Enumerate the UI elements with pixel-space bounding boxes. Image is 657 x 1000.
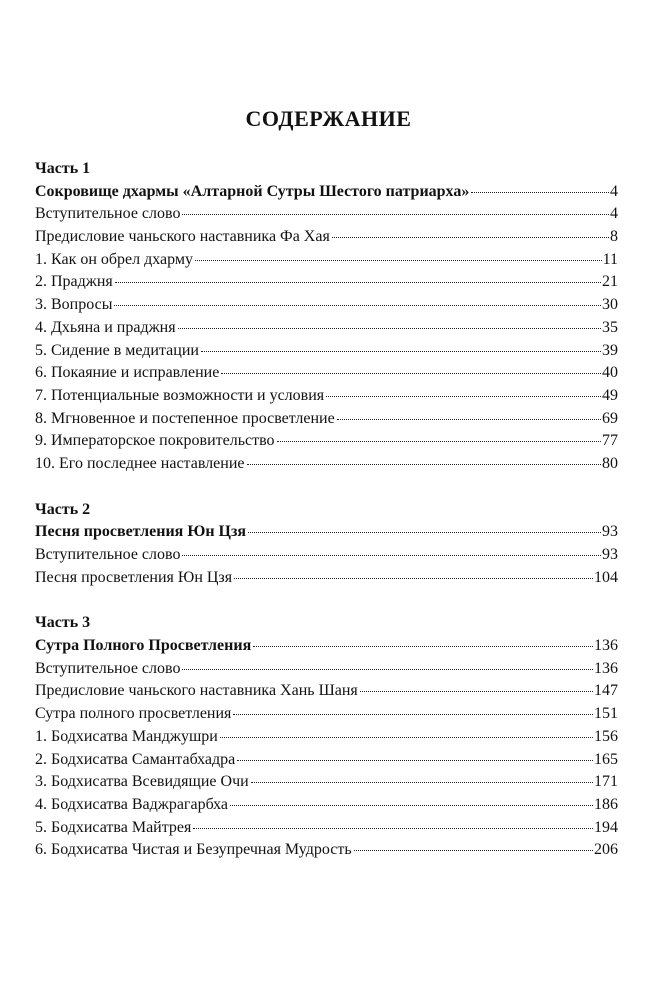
toc-page-number: 136: [594, 637, 618, 655]
toc-page-number: 136: [594, 659, 618, 677]
toc-entry-label: Песня просветления Юн Цзя: [35, 568, 233, 586]
dot-leader: [182, 555, 601, 556]
dot-leader: [178, 328, 601, 329]
dot-leader: [471, 192, 609, 193]
toc-page-number: 4: [610, 205, 618, 223]
toc-entry: [35, 658, 618, 681]
toc-entry-label: 7. Потенциальные возможности и условия: [35, 386, 325, 404]
part-heading: Часть 1: [35, 160, 91, 177]
toc-entry-label: 6. Покаяние и исправление: [35, 364, 220, 382]
toc-entry: [35, 340, 618, 363]
toc-page-number: 4: [610, 182, 618, 200]
toc-entry: [35, 385, 618, 408]
toc-page-number: 49: [602, 386, 618, 404]
toc-entry: [35, 703, 618, 726]
dot-leader: [354, 850, 593, 851]
toc-entry-label: 3. Бодхисатва Всевидящие Очи: [35, 773, 249, 791]
dot-leader: [234, 578, 593, 579]
toc-page-number: 93: [602, 523, 618, 541]
toc-entry: [35, 249, 618, 272]
dot-leader: [115, 282, 601, 283]
toc-entry: [35, 839, 618, 862]
toc-page-number: 40: [602, 364, 618, 382]
toc-page-number: 194: [594, 818, 618, 836]
toc-entry: [35, 226, 618, 249]
toc-entry: [35, 817, 618, 840]
toc-entry-label: 4. Бодхисатва Ваджрагарбха: [35, 795, 229, 813]
toc-part: [35, 158, 618, 476]
toc-entry: [35, 294, 618, 317]
toc-entry-label: 6. Бодхисатва Чистая и Безупречная Мудрость: [35, 841, 352, 859]
dot-leader: [114, 305, 601, 306]
toc-page-number: 77: [602, 432, 618, 450]
dot-leader: [332, 237, 609, 238]
dot-leader: [247, 464, 602, 465]
dot-leader: [360, 691, 593, 692]
toc-entry-label: Сутра Полного Просветления: [35, 637, 252, 655]
toc-entry-label: 2. Праджня: [35, 273, 113, 291]
toc-page-number: 21: [602, 273, 618, 291]
dot-leader: [182, 214, 609, 215]
toc-page-number: 171: [594, 773, 618, 791]
toc-entry-label: Сутра полного просветления: [35, 705, 232, 723]
dot-leader: [253, 646, 593, 647]
toc-entry-label: 9. Императорское покровительство: [35, 432, 275, 450]
toc-entry-label: 1. Как он обрел дхарму: [35, 250, 194, 268]
part-heading: Часть 2: [35, 500, 91, 518]
toc-entry-label: 8. Мгновенное и постепенное просветление: [35, 409, 335, 427]
toc-entry-label: 4. Дхьяна и праджня: [35, 318, 176, 336]
toc-entry-label: Сокровище дхармы «Алтарной Сутры Шестого патриарха»: [35, 182, 470, 200]
toc-entry: [35, 317, 618, 340]
toc-entry: [35, 430, 618, 453]
toc-page-number: 186: [594, 795, 618, 813]
dot-leader: [182, 669, 593, 670]
toc-entry-label: Предисловие чаньского наставника Фа Хая: [35, 228, 330, 246]
toc-page-number: 69: [602, 409, 618, 427]
dot-leader: [251, 782, 593, 783]
dot-leader: [220, 737, 593, 738]
dot-leader: [233, 714, 593, 715]
toc-entry: [35, 726, 618, 749]
toc-entry-label: 1. Бодхисатва Манджушри: [35, 727, 218, 745]
toc-entry: [35, 203, 618, 226]
toc-page-number: 80: [602, 454, 618, 472]
table-of-contents: [35, 158, 618, 862]
toc-entry: [35, 771, 618, 794]
toc-entry-label: 5. Сидение в медитации: [35, 341, 199, 359]
toc-section-title: [35, 521, 618, 544]
toc-section-title: [35, 635, 618, 658]
toc-entry: [35, 362, 618, 385]
dot-leader: [326, 396, 601, 397]
toc-entry-label: Предисловие чаньского наставника Хань Шаня: [35, 682, 358, 700]
toc-page-number: 30: [602, 296, 618, 314]
toc-entry: [35, 567, 618, 590]
toc-section-title: [35, 181, 618, 204]
toc-entry: [35, 408, 618, 431]
toc-entry-label: Вступительное слово: [35, 205, 181, 223]
toc-page-number: 156: [594, 727, 618, 745]
dot-leader: [248, 532, 601, 533]
toc-page-number: 11: [602, 250, 618, 268]
toc-entry-label: Вступительное слово: [35, 546, 181, 563]
toc-page-number: 8: [610, 228, 618, 246]
toc-page-number: 93: [602, 546, 618, 563]
dot-leader: [221, 373, 601, 374]
dot-leader: [277, 441, 601, 442]
toc-entry-label: 10. Его последнее наставление: [35, 454, 245, 472]
toc-entry: [35, 453, 618, 476]
toc-entry-label: 5. Бодхисатва Майтрея: [35, 818, 192, 836]
toc-page-number: 165: [594, 750, 618, 768]
toc-part: [35, 499, 618, 590]
page-title: СОДЕРЖАНИЕ: [245, 106, 412, 131]
dot-leader: [195, 260, 602, 261]
toc-entry-label: 2. Бодхисатва Самантабхадра: [35, 750, 236, 768]
dot-leader: [337, 419, 601, 420]
part-heading: Часть 3: [35, 614, 91, 632]
toc-page-number: 39: [602, 341, 618, 359]
toc-entry-label: Вступительное слово: [35, 659, 181, 677]
toc-entry-label: 3. Вопросы: [35, 296, 113, 314]
toc-entry: [35, 794, 618, 817]
toc-page-number: 104: [594, 568, 618, 586]
dot-leader: [230, 805, 593, 806]
toc-entry-label: Песня просветления Юн Цзя: [35, 523, 247, 541]
toc-entry: [35, 749, 618, 772]
dot-leader: [237, 760, 593, 761]
toc-page-number: 206: [594, 841, 618, 859]
toc-entry: [35, 544, 618, 567]
toc-part: [35, 612, 618, 862]
toc-page-number: 151: [594, 705, 618, 723]
dot-leader: [193, 828, 593, 829]
toc-entry: [35, 680, 618, 703]
dot-leader: [201, 351, 601, 352]
toc-entry: [35, 271, 618, 294]
toc-page-number: 35: [602, 318, 618, 336]
toc-page-number: 147: [594, 682, 618, 700]
